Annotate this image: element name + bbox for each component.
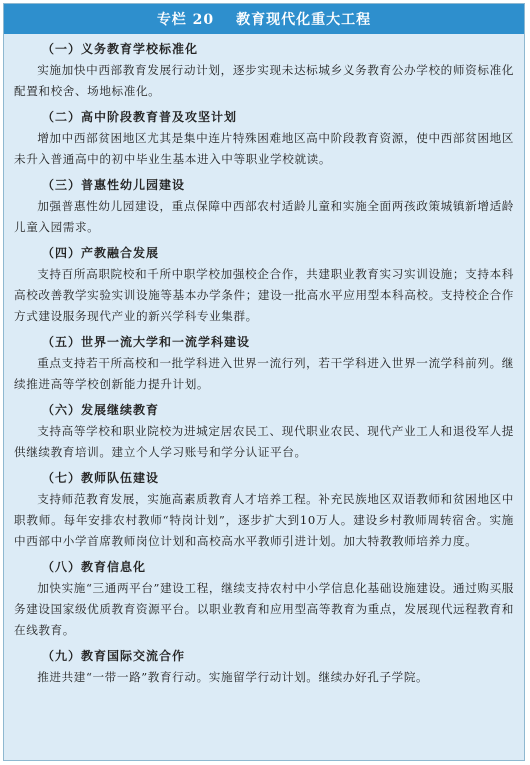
section-text: 支持师范教育发展，实施高素质教育人才培养工程。补充民族地区双语教师和贫困地区中职教师。每年安排农村教师“特岗计划”，逐步扩大到10万人。建设乡村教师周转宿舍。实施中西部中小学首席教师岗位计划和高校高水平教师引进计划。加大特教教师培养力度。 xyxy=(14,492,514,548)
section-heading: （一）义务教育学校标准化 xyxy=(42,42,199,56)
section-text: 支持高等学校和职业院校为进城定居农民工、现代职业农民、现代产业工人和退役军人提供继续教育培训。建立个人学习账号和学分认证平台。 xyxy=(14,424,514,459)
section-heading: （七）教师队伍建设 xyxy=(42,471,160,485)
box-title-prefix: 专栏 20 xyxy=(156,12,215,28)
section-2 xyxy=(14,106,514,170)
section-text: 支持百所高职院校和千所中职学校加强校企合作，共建职业教育实习实训设施；支持本科高校改善教学实验实训设施等基本办学条件；建设一批高水平应用型本科高校。支持校企合作方式建设服务现代产业的新兴学科专业集群。 xyxy=(14,267,514,323)
section-4 xyxy=(14,242,514,327)
section-text: 加强普惠性幼儿园建设，重点保障中西部农村适龄儿童和实施全面两孩政策城镇新增适龄儿童入园需求。 xyxy=(14,199,514,234)
section-heading: （八）教育信息化 xyxy=(42,560,147,574)
section-text: 增加中西部贫困地区尤其是集中连片特殊困难地区高中阶段教育资源，使中西部贫困地区未升入普通高中的初中毕业生基本进入中等职业学校就读。 xyxy=(14,131,514,166)
box-content xyxy=(4,34,524,688)
feature-box xyxy=(3,3,525,761)
box-title: 教育现代化重大工程 xyxy=(236,12,372,28)
section-heading: （二）高中阶段教育普及攻坚计划 xyxy=(42,110,238,124)
section-7 xyxy=(14,467,514,552)
section-text: 推进共建“一带一路”教育行动。实施留学行动计划。继续办好孔子学院。 xyxy=(37,670,429,684)
section-heading: （六）发展继续教育 xyxy=(42,403,160,417)
section-8 xyxy=(14,556,514,641)
section-heading: （三）普惠性幼儿园建设 xyxy=(42,178,186,192)
section-6 xyxy=(14,399,514,463)
section-text: 加快实施“三通两平台”建设工程，继续支持农村中小学信息化基础设施建设。通过购买服务建设国家级优质教育资源平台。以职业教育和应用型高等教育为重点，发展现代远程教育和在线教育。 xyxy=(14,581,514,637)
box-title-bar xyxy=(4,4,524,34)
section-9 xyxy=(14,645,514,688)
section-heading: （四）产教融合发展 xyxy=(42,246,160,260)
section-heading: （五）世界一流大学和一流学科建设 xyxy=(42,335,251,349)
section-3 xyxy=(14,174,514,238)
section-5 xyxy=(14,331,514,395)
section-text: 重点支持若干所高校和一批学科进入世界一流行列，若干学科进入世界一流学科前列。继续推进高等学校创新能力提升计划。 xyxy=(14,356,514,391)
section-1 xyxy=(14,38,514,102)
section-heading: （九）教育国际交流合作 xyxy=(42,649,186,663)
section-text: 实施加快中西部教育发展行动计划，逐步实现未达标城乡义务教育公办学校的师资标准化配置和校舍、场地标准化。 xyxy=(14,63,514,98)
